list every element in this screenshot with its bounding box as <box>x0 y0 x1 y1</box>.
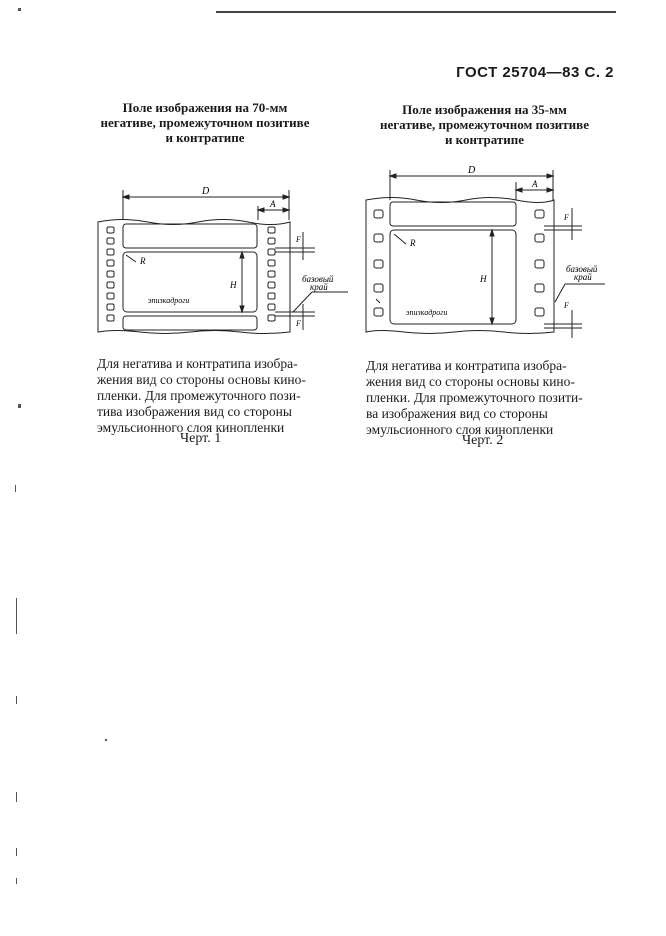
label-f-bottom: F <box>564 301 569 310</box>
figure-2-title-line: Поле изображения на 35-мм <box>402 102 567 117</box>
label-a: A <box>270 199 276 209</box>
scan-mark <box>16 792 17 802</box>
figure-2-title <box>357 102 612 147</box>
description-line: жения вид со стороны основы кино- <box>366 374 575 389</box>
figure-2-title-line: и контратипе <box>444 132 525 147</box>
figure-1-description <box>97 356 322 436</box>
scan-mark <box>16 696 17 704</box>
description-line: ва изображения вид со стороны <box>366 406 548 421</box>
figure-1-caption: Черт. 1 <box>180 431 222 446</box>
figure-1-title-line: и контратипе <box>165 130 245 145</box>
page-number: С. 2 <box>584 64 614 81</box>
label-base-edge-2: край <box>574 272 592 282</box>
scan-mark <box>105 739 107 741</box>
description-line: эмульсионного слоя кинопленки <box>97 420 285 435</box>
label-h: H <box>480 274 487 284</box>
scan-mark <box>18 8 21 11</box>
figure-1-diagram <box>90 180 350 340</box>
description-line: пленки. Для промежуточного пози- <box>97 388 301 403</box>
description-line: Для негатива и контратипа изобра- <box>366 358 567 373</box>
label-a: A <box>532 179 538 189</box>
description-line: пленки. Для промежуточного позити- <box>366 390 583 405</box>
label-base-edge-2: край <box>310 282 328 292</box>
label-h: H <box>230 280 237 290</box>
page-header <box>456 64 614 81</box>
label-r: R <box>410 238 416 248</box>
scan-mark <box>16 878 17 884</box>
figure-1-title-line: негативе, промежуточном позитиве <box>100 115 310 130</box>
emulsion-text: эпизкадроги <box>406 308 448 317</box>
label-d: D <box>468 165 476 176</box>
scan-mark <box>16 848 17 856</box>
figure-2-description <box>366 358 606 438</box>
description-line: эмульсионного слоя кинопленки <box>366 422 554 437</box>
description-line: жения вид со стороны основы кино- <box>97 372 306 387</box>
figure-2-diagram <box>360 160 610 340</box>
label-f-top: F <box>296 235 301 244</box>
figure-1-title <box>90 100 320 145</box>
doc-code: ГОСТ 25704—83 <box>456 64 580 81</box>
label-base-edge-1: базовый <box>302 274 334 284</box>
scan-mark <box>15 485 16 492</box>
scan-mark <box>18 404 21 408</box>
emulsion-text: эпизкадроги <box>148 296 190 305</box>
description-line: тива изображения вид со стороны <box>97 404 292 419</box>
top-rule <box>216 11 616 13</box>
label-f-bottom: F <box>296 319 301 328</box>
scan-mark <box>16 598 17 634</box>
figure-1-title-line: Поле изображения на 70-мм <box>122 100 288 115</box>
label-d: D <box>202 186 210 197</box>
label-base-edge-1: базовый <box>566 264 598 274</box>
figure-2-title-line: негативе, промежуточном позитиве <box>380 117 589 132</box>
label-f-top: F <box>564 213 569 222</box>
description-line: Для негатива и контратипа изобра- <box>97 356 298 371</box>
label-r: R <box>140 256 146 266</box>
figure-2-caption: Черт. 2 <box>462 433 504 448</box>
